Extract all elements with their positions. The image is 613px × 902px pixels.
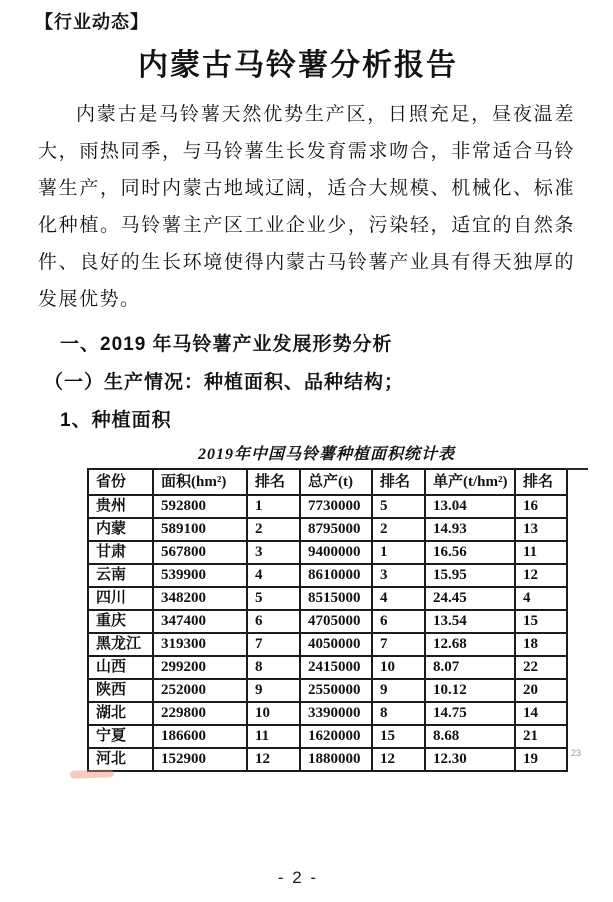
column-header: 排名 (515, 469, 567, 495)
table-cell: 12 (372, 748, 425, 771)
table-cell: 14 (515, 702, 567, 725)
table-cell: 12.30 (425, 748, 515, 771)
table-cell: 1 (247, 495, 300, 518)
page-number: - 2 - (277, 868, 319, 887)
table-cell: 9400000 (300, 541, 372, 564)
table-row (88, 725, 567, 748)
table-cell: 10 (247, 702, 300, 725)
table-cell: 15.95 (425, 564, 515, 587)
table-cell: 11 (247, 725, 300, 748)
table-title: 2019年中国马铃薯种植面积统计表 (197, 446, 455, 463)
table-cell: 湖北 (88, 702, 153, 725)
table-cell: 1 (372, 541, 425, 564)
table-cell: 9 (372, 679, 425, 702)
table-cell: 252000 (153, 679, 247, 702)
table-cell: 7 (247, 633, 300, 656)
table-cell: 3390000 (300, 702, 372, 725)
table-cell: 4 (372, 587, 425, 610)
table-cell: 8795000 (300, 518, 372, 541)
column-header: 面积(hm²) (153, 469, 247, 495)
table-header-row (88, 469, 567, 495)
table-cell: 3 (247, 541, 300, 564)
table-cell: 21 (515, 725, 567, 748)
table-cell: 15 (515, 610, 567, 633)
column-header: 排名 (247, 469, 300, 495)
table-cell: 8.07 (425, 656, 515, 679)
column-header: 总产(t) (300, 469, 372, 495)
table-cell: 4 (247, 564, 300, 587)
table-cell: 5 (372, 495, 425, 518)
table-cell: 229800 (153, 702, 247, 725)
table-cell: 河北 (88, 748, 153, 771)
scan-artifact-smudge (70, 769, 114, 779)
table-cell: 黑龙江 (88, 633, 153, 656)
table-cell: 4050000 (300, 633, 372, 656)
table-cell: 347400 (153, 610, 247, 633)
table-row (88, 587, 567, 610)
table-cell: 9 (247, 679, 300, 702)
table-cell: 3 (372, 564, 425, 587)
table-cell: 6 (372, 610, 425, 633)
table-cell: 16 (515, 495, 567, 518)
table-cell: 22 (515, 656, 567, 679)
table-cell: 11 (515, 541, 567, 564)
table-cell: 13 (515, 518, 567, 541)
table-cell: 589100 (153, 518, 247, 541)
table-cell: 重庆 (88, 610, 153, 633)
table-cell: 1620000 (300, 725, 372, 748)
table-cell: 四川 (88, 587, 153, 610)
table-cell: 2550000 (300, 679, 372, 702)
table-cell: 陕西 (88, 679, 153, 702)
table-cell: 15 (372, 725, 425, 748)
table-cell: 14.93 (425, 518, 515, 541)
table-cell: 1880000 (300, 748, 372, 771)
table-cell: 152900 (153, 748, 247, 771)
table-cell: 8515000 (300, 587, 372, 610)
heading-level3: 1、种植面积 (60, 410, 172, 431)
table-row (88, 610, 567, 633)
table-cell: 2415000 (300, 656, 372, 679)
table-row (88, 748, 567, 771)
table-cell: 4 (515, 587, 567, 610)
heading-level1: 一、2019 年马铃薯产业发展形势分析 (60, 334, 393, 355)
table-cell: 14.75 (425, 702, 515, 725)
table-row (88, 564, 567, 587)
table-cell: 4705000 (300, 610, 372, 633)
table-cell: 16.56 (425, 541, 515, 564)
table-cell: 2 (372, 518, 425, 541)
table-cell: 13.54 (425, 610, 515, 633)
table-cell: 13.04 (425, 495, 515, 518)
table-cell: 6 (247, 610, 300, 633)
table-cell: 8.68 (425, 725, 515, 748)
scan-artifact-number: 23 (571, 748, 582, 758)
table-cell: 186600 (153, 725, 247, 748)
table-cell: 宁夏 (88, 725, 153, 748)
table-cell: 319300 (153, 633, 247, 656)
heading-level2: （一）生产情况：种植面积、品种结构； (44, 372, 405, 393)
table-cell: 5 (247, 587, 300, 610)
column-header: 省份 (88, 469, 153, 495)
table-cell: 12 (515, 564, 567, 587)
body-paragraph: 内蒙古是马铃薯天然优势生产区，日照充足，昼夜温差大，雨热同季，与马铃薯生长发育需求吻合，非常适合马铃薯生产，同时内蒙古地域辽阔，适合大规模、机械化、标准化种植。马铃薯主产区工业企业少，污染轻，适宜的自然条件、良好的生长环境使得内蒙古马铃薯产业具有得天独厚的发展优势。 (38, 104, 575, 310)
table-cell: 贵州 (88, 495, 153, 518)
table-cell: 7 (372, 633, 425, 656)
statistics-table (87, 468, 568, 772)
table-cell: 19 (515, 748, 567, 771)
table-row (88, 679, 567, 702)
table-row (88, 656, 567, 679)
table-cell: 2 (247, 518, 300, 541)
table-cell: 567800 (153, 541, 247, 564)
table-cell: 24.45 (425, 587, 515, 610)
table-cell: 10.12 (425, 679, 515, 702)
page-title: 内蒙古马铃薯分析报告 (138, 49, 458, 82)
table-cell: 12.68 (425, 633, 515, 656)
table-cell: 8610000 (300, 564, 372, 587)
table-row (88, 633, 567, 656)
table-row (88, 541, 567, 564)
table-cell: 592800 (153, 495, 247, 518)
column-header: 排名 (372, 469, 425, 495)
table-cell: 8 (372, 702, 425, 725)
table-cell: 299200 (153, 656, 247, 679)
table-row (88, 518, 567, 541)
table-cell: 10 (372, 656, 425, 679)
table-cell: 20 (515, 679, 567, 702)
table-top-rule-artifact (564, 468, 588, 470)
table-cell: 8 (247, 656, 300, 679)
table-row (88, 702, 567, 725)
column-header: 单产(t/hm²) (425, 469, 515, 495)
table-cell: 12 (247, 748, 300, 771)
section-tag: 【行业动态】 (35, 12, 149, 32)
table-cell: 18 (515, 633, 567, 656)
table-cell: 内蒙 (88, 518, 153, 541)
table-cell: 539900 (153, 564, 247, 587)
table-cell: 348200 (153, 587, 247, 610)
table-row (88, 495, 567, 518)
table-cell: 云南 (88, 564, 153, 587)
table-cell: 甘肃 (88, 541, 153, 564)
table-cell: 7730000 (300, 495, 372, 518)
table-cell: 山西 (88, 656, 153, 679)
